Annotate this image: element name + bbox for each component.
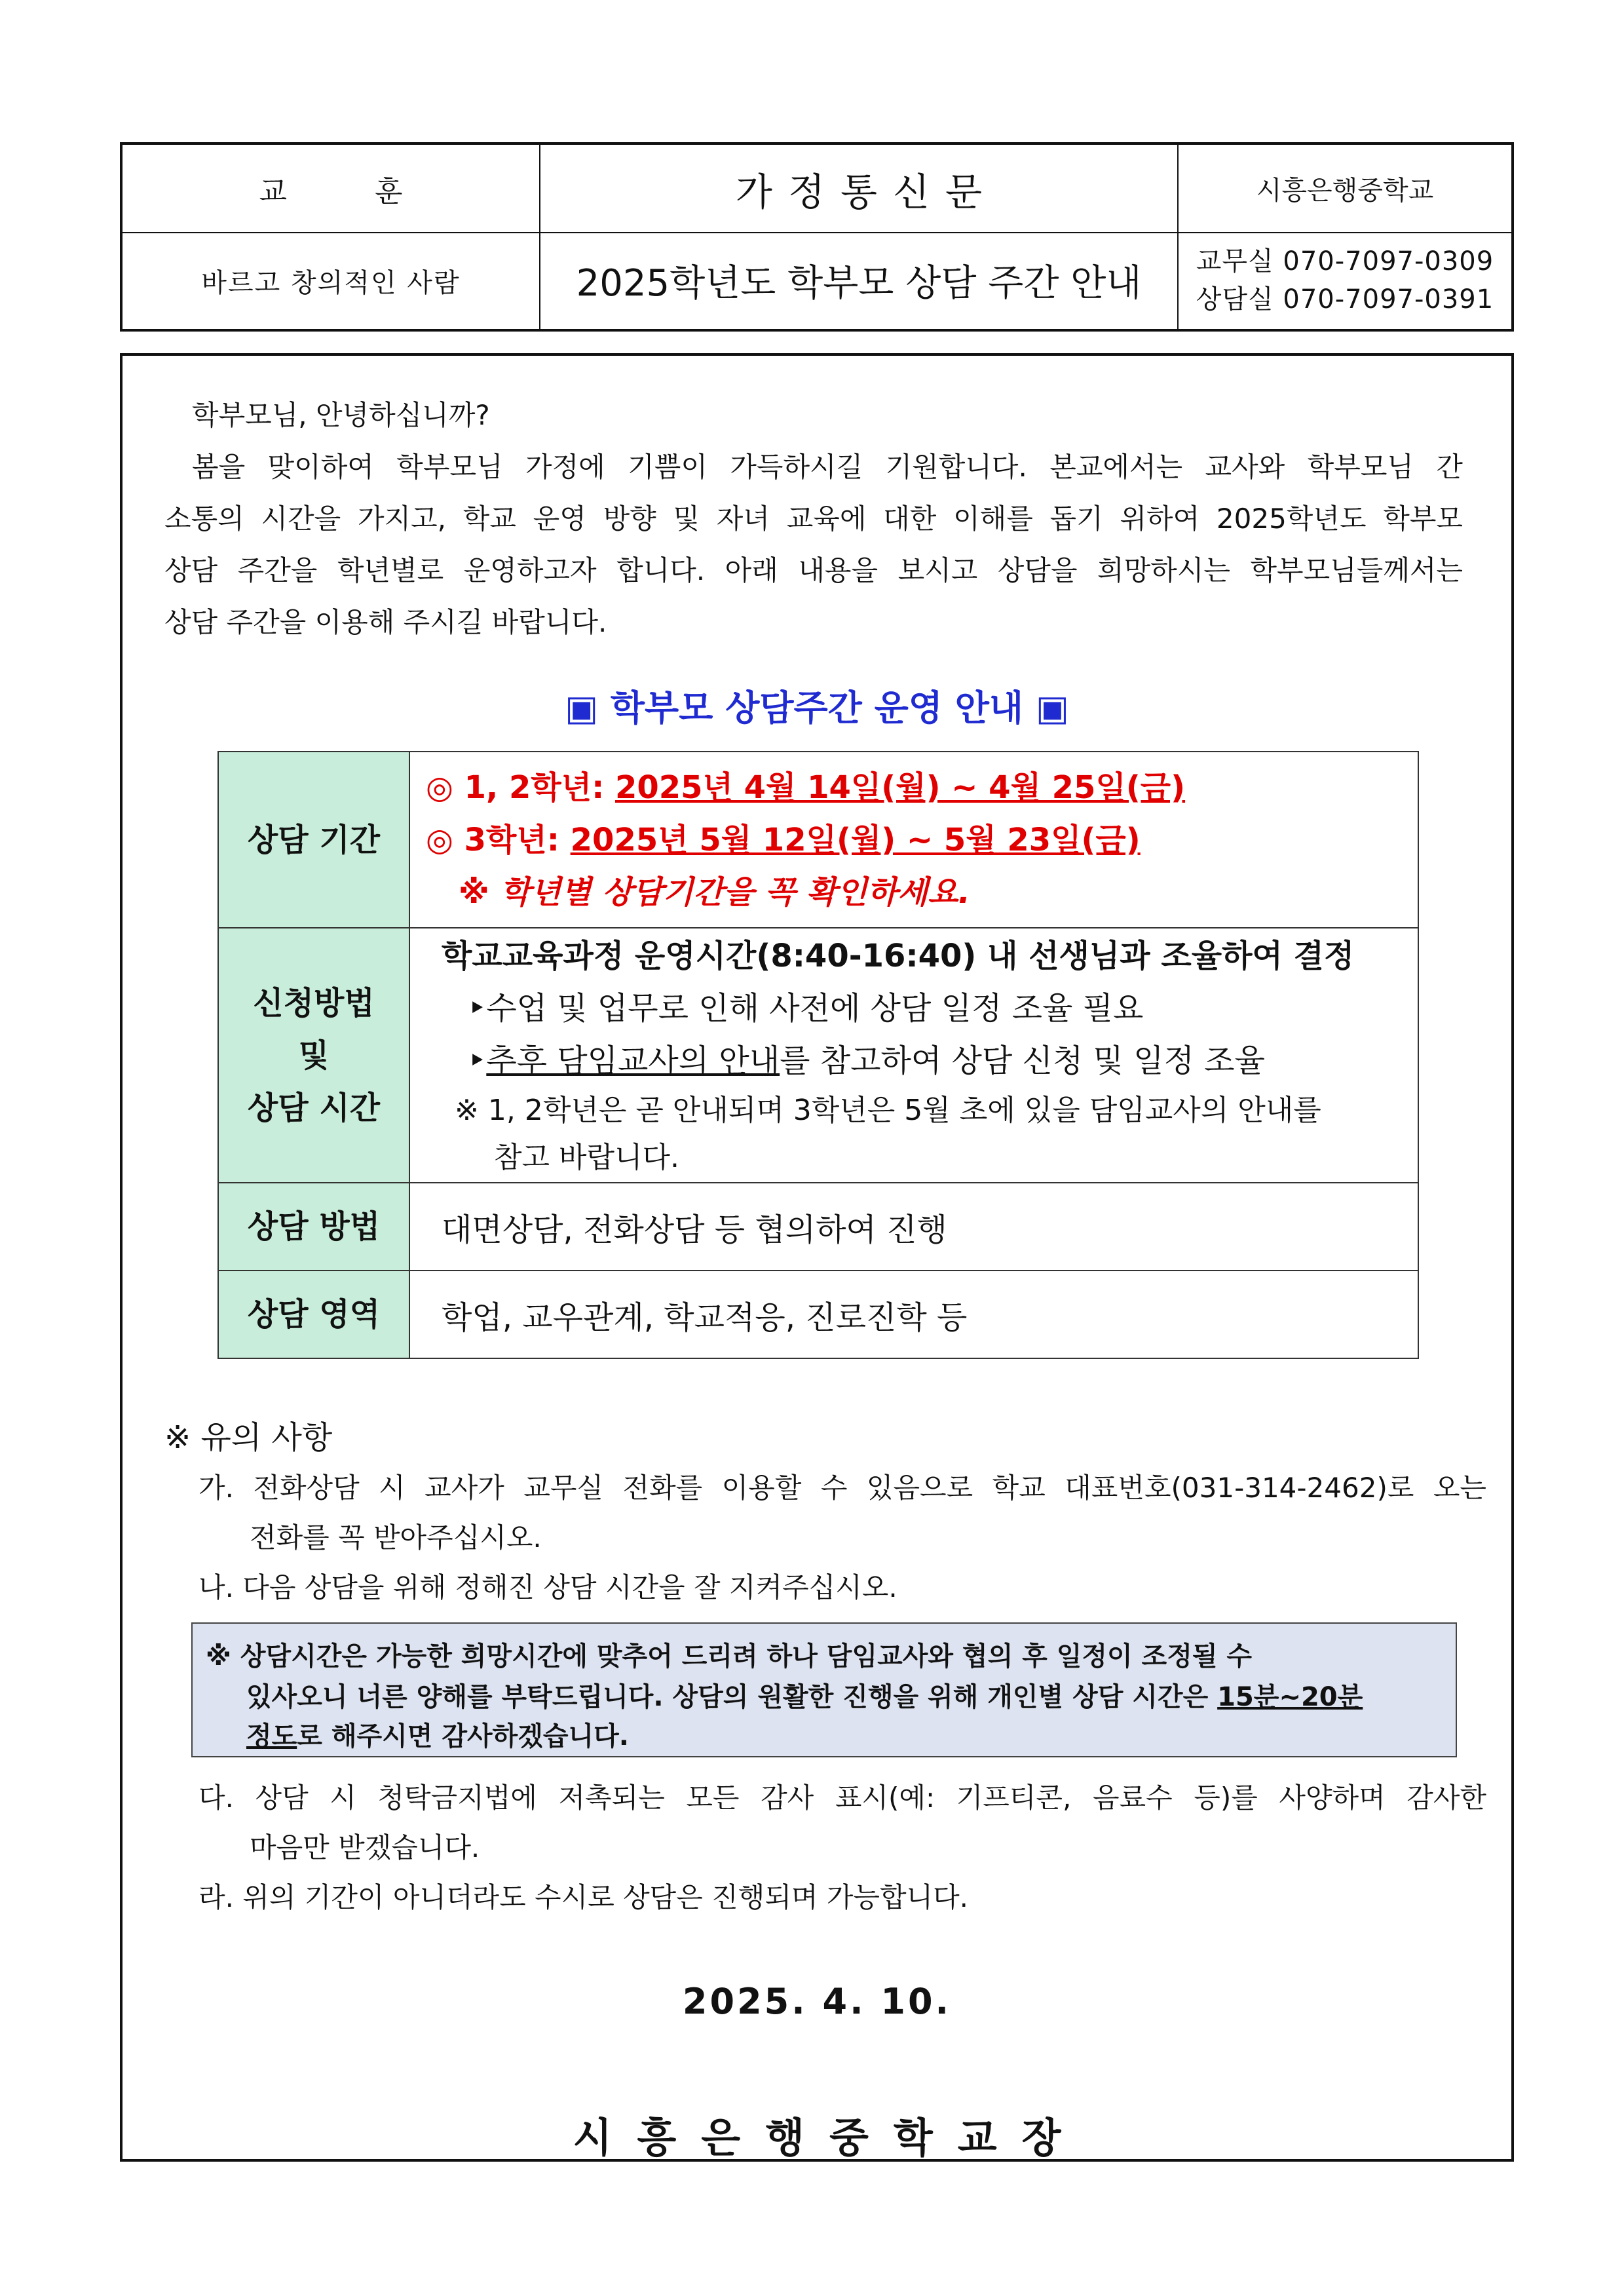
intro-line: 봄을 맞이하여 학부모님 가정에 기쁨이 가득하시길 기원합니다. 본교에서는 교사와 학부모님 간 — [192, 451, 1463, 483]
period-grade3: ◎ 3학년: 2025년 5월 12일(월) ~ 5월 23일(금) — [426, 821, 1141, 858]
intro-line: 상담 주간을 이용해 주시길 바랍니다. — [164, 606, 607, 638]
method-value: 대면상담, 전화상담 등 협의하여 진행 — [409, 1183, 1418, 1271]
period-header: 상담 기간 — [218, 752, 409, 928]
notice-line: ※ 상담시간은 가능한 희망시간에 맞추어 드리려 하나 담임교사와 협의 후 일정이 조정될 수 — [206, 1641, 1253, 1672]
notice-line: 있사오니 너른 양해를 부탁드립니다. 상담의 원활한 진행을 위해 개인별 상담 시간은 15분~20분 — [246, 1682, 1363, 1712]
apply-bullet: ‣수업 및 업무로 인해 사전에 상담 일정 조율 필요 — [468, 989, 1144, 1027]
subject-title: 2025학년도 학부모 상담 주간 안내 — [576, 262, 1142, 305]
homeroom-notice: 추후 담임교사의 안내 — [486, 1042, 780, 1079]
note-da: 다. 상담 시 청탁금지법에 저촉되는 모든 감사 표시(예: 기프티콘, 음료수 등)를 사양하며 감사한 — [198, 1782, 1486, 1814]
period-grade12: ◎ 1, 2학년: 2025년 4월 14일(월) ~ 4월 25일(금) — [426, 769, 1186, 806]
motto-label: 교 훈 — [259, 174, 442, 208]
document-title: 가정통신문 — [735, 169, 998, 214]
note-na: 나. 다음 상담을 위해 정해진 상담 시간을 잘 지켜주십시오. — [198, 1571, 897, 1603]
apply-bullet: ‣추후 담임교사의 안내를 참고하여 상담 신청 및 일정 조율 — [468, 1042, 1265, 1079]
area-value: 학업, 교우관계, 학교적응, 진로진학 등 — [409, 1271, 1418, 1358]
notice-box — [191, 1622, 1457, 1757]
greeting: 학부모님, 안녕하십니까? — [192, 399, 490, 431]
apply-note: ※ 1, 2학년은 곧 안내되며 3학년은 5월 초에 있을 담임교사의 안내를 — [455, 1093, 1321, 1127]
school-motto: 바르고 창의적인 사람 — [201, 267, 461, 298]
note-ga: 가. 전화상담 시 교사가 교무실 전화를 이용할 수 있음으로 학교 대표번호(031-314-2462)로 오는 — [198, 1472, 1486, 1504]
note-da: 마음만 받겠습니다. — [250, 1831, 480, 1864]
notice-line: 정도로 해주시면 감사하겠습니다. — [246, 1721, 630, 1751]
section-title: ▣ 학부모 상담주간 운영 안내 ▣ — [565, 687, 1069, 729]
notes-title: ※ 유의 사항 — [164, 1419, 333, 1456]
apply-header: 신청방법 및 상담 시간 — [218, 928, 409, 1183]
issue-date: 2025. 4. 10. — [682, 1981, 952, 2022]
intro-line: 상담 주간을 학년별로 운영하고자 합니다. 아래 내용을 보시고 상담을 희망하시는 학부모님들께서는 — [164, 554, 1463, 586]
note-ga: 전화를 꼭 받아주십시오. — [250, 1521, 542, 1554]
letter-body — [120, 353, 1514, 2162]
apply-main: 학교교육과정 운영시간(8:40-16:40) 내 선생님과 조율하여 결정 — [442, 937, 1355, 974]
area-header: 상담 영역 — [218, 1271, 409, 1358]
phone-counsel: 상담실 070-7097-0391 — [1196, 284, 1494, 315]
period-note: ※ 학년별 상담기간을 꼭 확인하세요. — [459, 873, 970, 911]
intro-line: 소통의 시간을 가지고, 학교 운영 방향 및 자녀 교육에 대한 이해를 돕기 위하여 2025학년도 학부모 — [164, 503, 1463, 535]
apply-note: 참고 바랍니다. — [494, 1140, 679, 1174]
method-header: 상담 방법 — [218, 1183, 409, 1271]
header-table — [120, 142, 1514, 332]
counseling-info-table — [217, 751, 1419, 1359]
phone-office: 교무실 070-7097-0309 — [1196, 246, 1494, 277]
principal-signature: 시흥은행중학교장 — [573, 2114, 1086, 2162]
note-ra: 라. 위의 기간이 아니더라도 수시로 상담은 진행되며 가능합니다. — [198, 1881, 969, 1913]
school-name: 시흥은행중학교 — [1256, 176, 1434, 206]
